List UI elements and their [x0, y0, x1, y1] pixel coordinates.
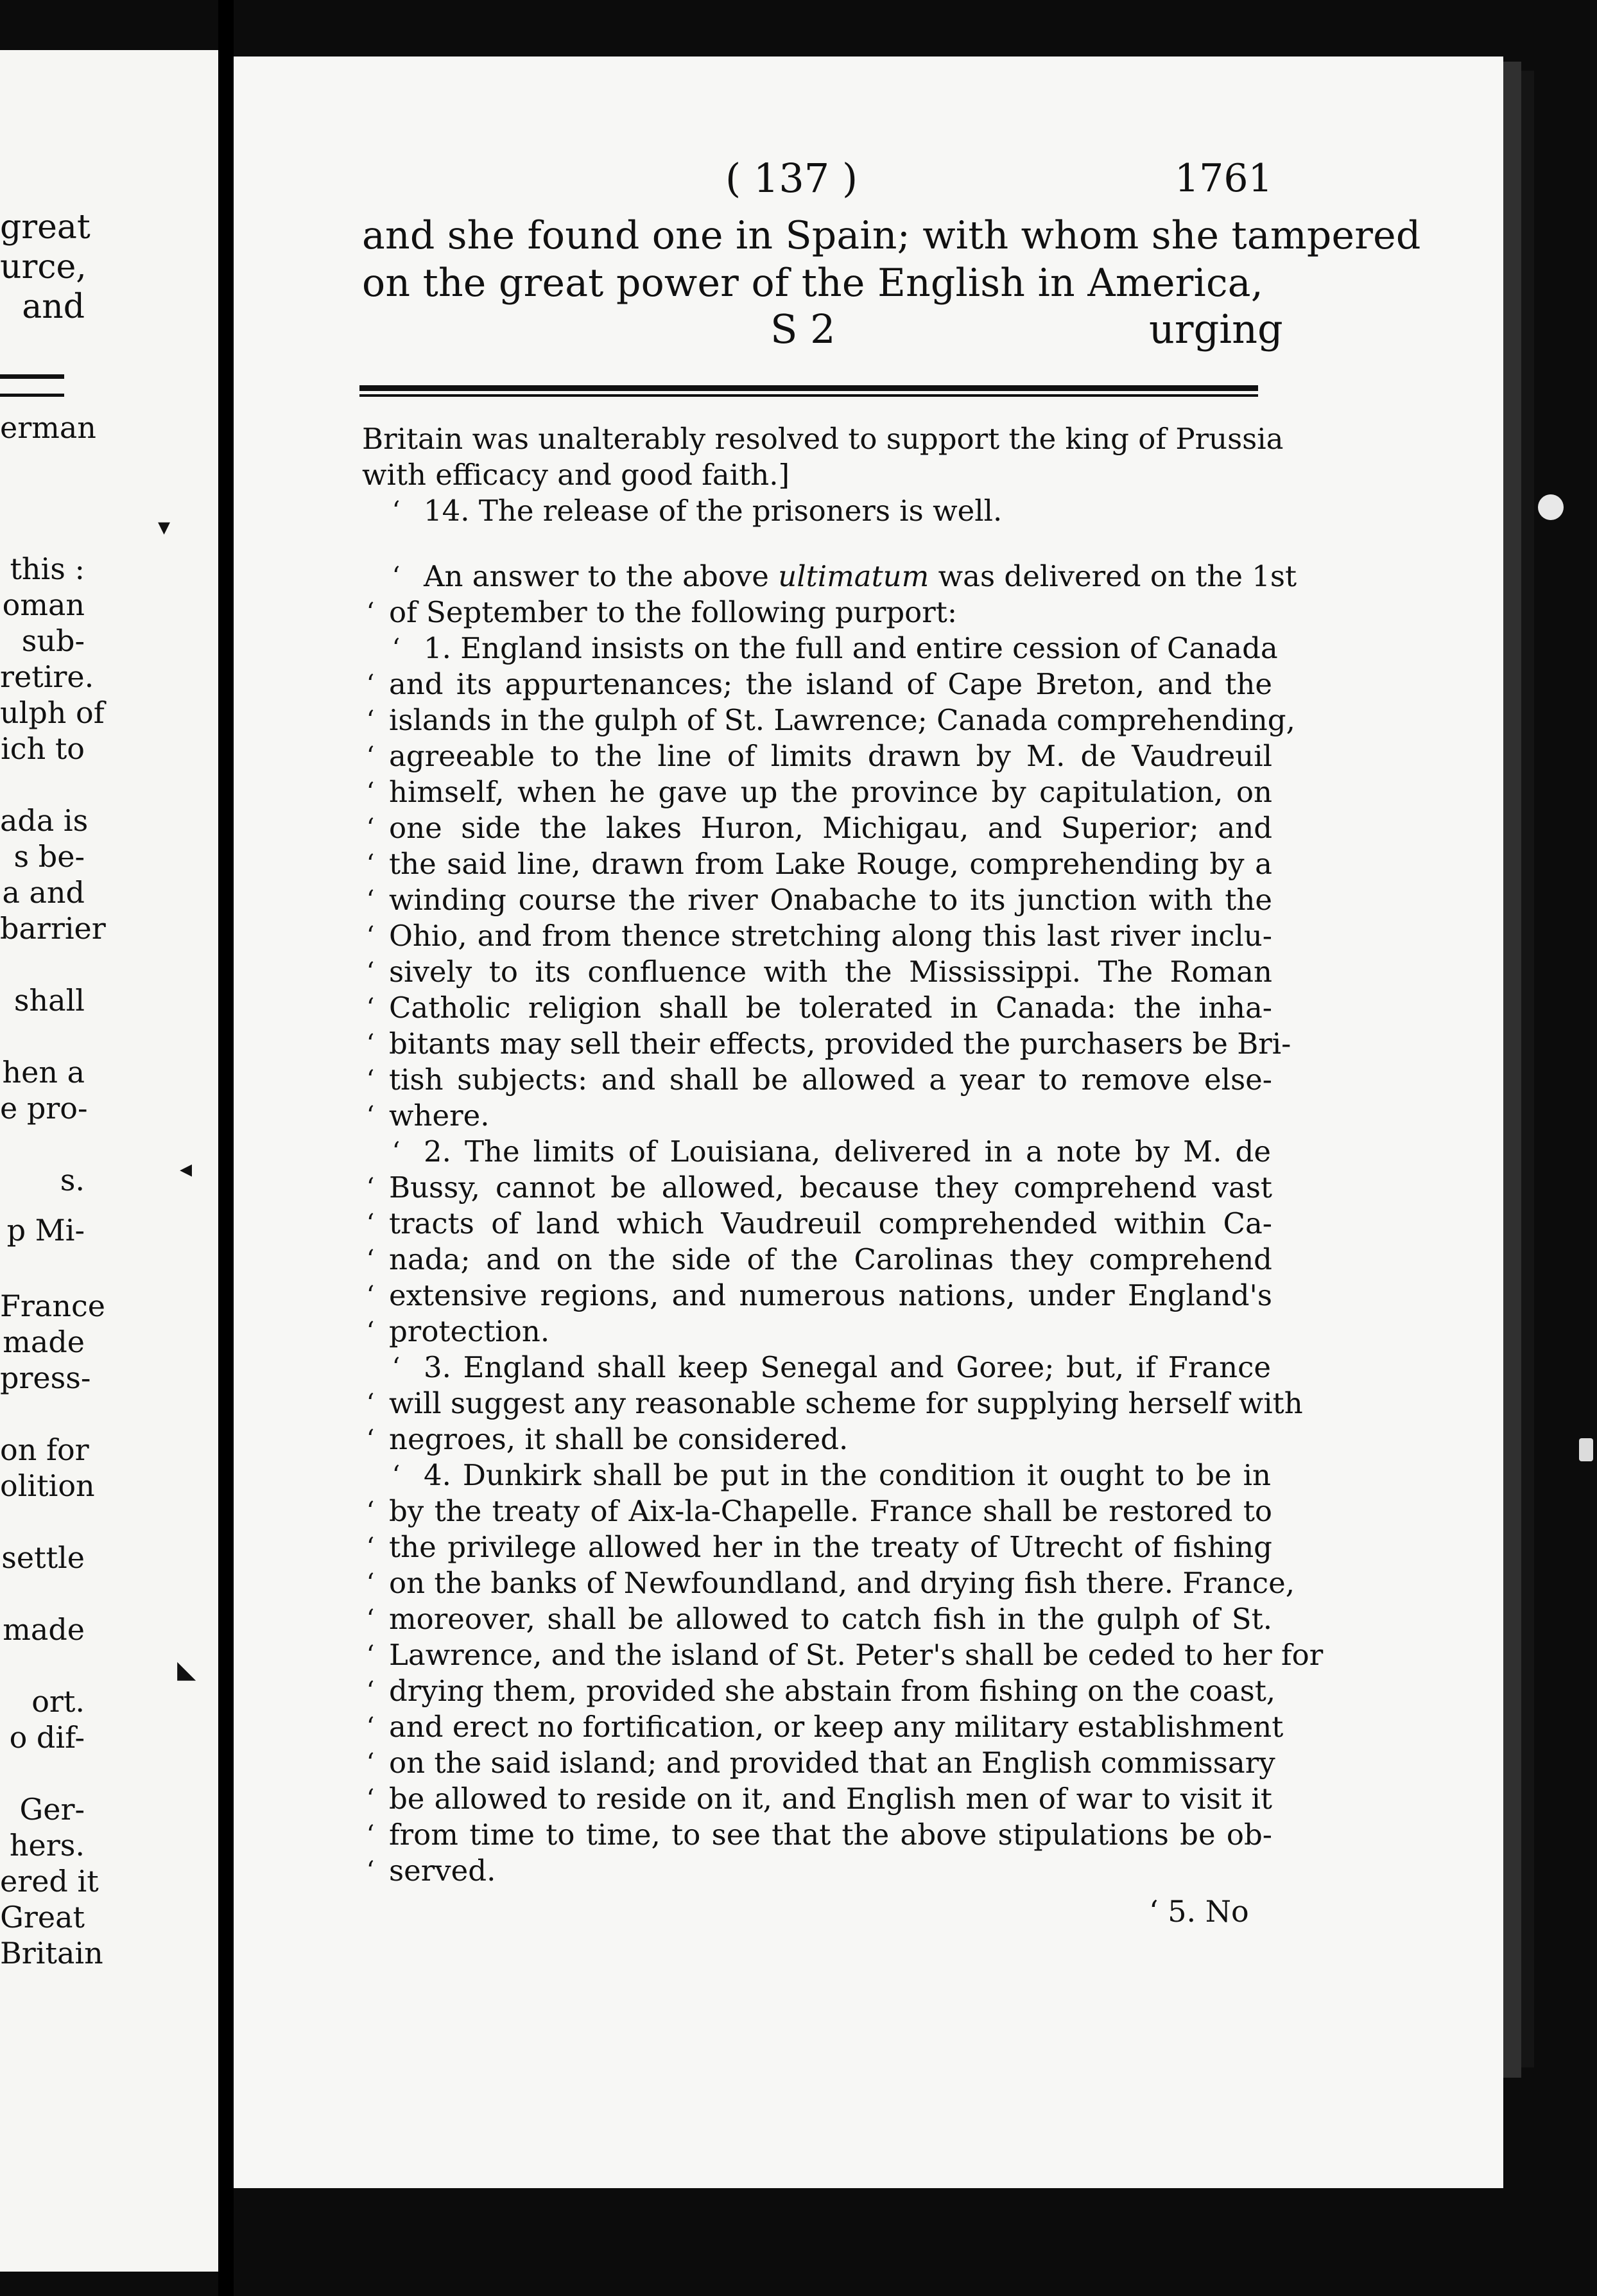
text-line: one side the lakes Huron, Michigau, and Superior; and: [389, 811, 1272, 845]
quote-mark: ‘: [366, 1281, 375, 1310]
left-fragment: s be-: [13, 839, 85, 874]
page-edge-shadow: [1503, 62, 1521, 2078]
text-line: [424, 559, 1297, 595]
ink-mark: ▾: [158, 512, 171, 541]
quote-mark: ‘: [366, 706, 375, 735]
text-line: moreover, shall be allowed to catch fish in the gulph of St.: [389, 1602, 1272, 1636]
text-segment: An answer to the above: [424, 559, 769, 593]
quote-mark: ‘: [392, 1461, 401, 1490]
left-fragment: shall: [13, 983, 85, 1018]
left-fragment: hen a: [2, 1055, 85, 1090]
ink-mark: ◣: [177, 1655, 196, 1683]
text-line: 1. England insists on the full and entire cession of Canada: [424, 631, 1278, 665]
text-line: Bussy, cannot be allowed, because they comprehend vast: [389, 1170, 1272, 1205]
left-fragment: this :: [10, 552, 85, 586]
text-line: drying them, provided she abstain from fishing on the coast,: [389, 1674, 1276, 1708]
left-fragment: a and: [2, 875, 85, 910]
left-page-rule: [0, 374, 64, 379]
left-fragment: on for: [0, 1432, 89, 1467]
quote-mark: ‘: [366, 957, 375, 987]
quote-mark: ‘: [366, 1101, 375, 1131]
quote-mark: ‘: [366, 742, 375, 771]
text-line: Catholic religion shall be tolerated in Canada: the inha-: [389, 991, 1272, 1025]
left-fragment: made: [3, 1612, 85, 1647]
text-line: the privilege allowed her in the treaty of Utrecht of fishing: [389, 1530, 1272, 1564]
header-rule: [359, 394, 1258, 397]
quote-mark: ‘: [366, 1569, 375, 1598]
left-fragment: urce,: [0, 248, 87, 286]
text-line: Ohio, and from thence stretching along this last river inclu-: [389, 919, 1272, 953]
text-line: on the banks of Newfoundland, and drying fish there. France,: [389, 1566, 1295, 1600]
text-line: be allowed to reside on it, and English men of war to visit it: [389, 1782, 1272, 1816]
quote-mark: ‘: [366, 1748, 375, 1778]
quote-mark: ‘: [366, 1425, 375, 1454]
quote-mark: ‘: [366, 1065, 375, 1095]
left-fragment: press-: [0, 1361, 91, 1395]
text-line: himself, when he gave up the province by capitulation, on: [389, 775, 1272, 809]
text-line: from time to time, to see that the above stipulations be ob-: [389, 1818, 1272, 1852]
left-fragment: and: [22, 288, 85, 326]
left-fragment: ich to: [1, 731, 85, 766]
quote-mark: ‘: [366, 921, 375, 951]
quote-mark: ‘: [366, 1820, 375, 1850]
quote-mark: ‘: [366, 993, 375, 1023]
header-rule: [359, 385, 1258, 391]
text-line: Lawrence, and the island of St. Peter's shall be ceded to her for: [389, 1638, 1324, 1672]
quote-mark: ‘: [366, 1605, 375, 1634]
text-line: islands in the gulph of St. Lawrence; Canada comprehending,: [389, 703, 1295, 737]
text-line: will suggest any reasonable scheme for supplying herself with: [389, 1386, 1303, 1420]
quote-mark: ‘: [366, 1676, 375, 1706]
left-fragment: Great: [0, 1900, 85, 1935]
left-fragment: great: [0, 208, 91, 247]
text-segment: was delivered on the 1st: [938, 559, 1297, 593]
text-line: tracts of land which Vaudreuil comprehended within Ca-: [389, 1206, 1272, 1240]
quote-mark: ‘: [392, 562, 401, 591]
quote-mark: ‘: [366, 1317, 375, 1346]
left-page-rule: [0, 394, 64, 397]
text-line: 14. The release of the prisoners is well.: [424, 494, 1003, 528]
quote-mark: ‘: [366, 1712, 375, 1742]
left-fragment: retire.: [0, 659, 94, 694]
text-line: negroes, it shall be considered.: [389, 1422, 849, 1456]
quote-mark: ‘: [366, 670, 375, 699]
quote-mark: ‘: [366, 1245, 375, 1274]
text-line: and its appurtenances; the island of Cape Breton, and the: [389, 667, 1272, 701]
quote-mark: ‘: [366, 1029, 375, 1059]
left-fragment: ered it: [0, 1864, 99, 1899]
text-line: on the said island; and provided that an English commissary: [389, 1746, 1275, 1780]
text-line: and erect no fortification, or keep any military establishment: [389, 1710, 1284, 1744]
quote-mark: ‘: [392, 634, 401, 663]
text-line: winding course the river Onabache to its junction with the: [389, 883, 1272, 917]
quote-mark: ‘: [366, 778, 375, 807]
left-fragment: Ger-: [19, 1792, 85, 1827]
quote-mark: ‘: [392, 1353, 401, 1382]
scan-speck: [1579, 1438, 1593, 1461]
page-year: 1761: [1175, 156, 1273, 201]
text-line: 3. England shall keep Senegal and Goree; but, if France: [424, 1350, 1271, 1384]
quote-mark: ‘: [366, 813, 375, 843]
quote-mark: ‘: [366, 1856, 375, 1886]
quote-mark: ‘: [366, 885, 375, 915]
left-fragment: ort.: [31, 1684, 85, 1719]
text-line: 4. Dunkirk shall be put in the condition it ought to be in: [424, 1458, 1271, 1492]
page-number: ( 137 ): [725, 155, 858, 202]
left-fragment: erman: [0, 410, 96, 445]
text-line: extensive regions, and numerous nations, under England's: [389, 1278, 1272, 1312]
running-text-line: on the great power of the English in America,: [362, 261, 1263, 306]
left-fragment: barrier: [0, 911, 106, 946]
quote-mark: ‘: [366, 1497, 375, 1526]
left-fragment: oman: [2, 587, 85, 622]
text-segment-italic: ultimatum: [778, 559, 929, 593]
left-fragment: p Mi-: [6, 1213, 85, 1248]
left-fragment: France: [0, 1289, 105, 1323]
text-line: 2. The limits of Louisiana, delivered in a note by M. de: [424, 1135, 1271, 1169]
text-line: with efficacy and good faith.]: [362, 458, 790, 492]
text-line: sively to its confluence with the Mississippi. The Roman: [389, 955, 1272, 989]
text-line: by the treaty of Aix-la-Chapelle. France shall be restored to: [389, 1494, 1272, 1528]
text-line: of September to the following purport:: [389, 595, 958, 629]
left-fragment: sub-: [21, 623, 85, 658]
text-line: nada; and on the side of the Carolinas they comprehend: [389, 1242, 1272, 1276]
quote-mark: ‘: [366, 1389, 375, 1418]
left-fragment: e pro-: [0, 1091, 88, 1126]
text-line: bitants may sell their effects, provided the purchasers be Bri-: [389, 1027, 1291, 1061]
text-line: the said line, drawn from Lake Rouge, comprehending by a: [389, 847, 1272, 881]
page-edge-shadow: [1521, 71, 1534, 2067]
quote-mark: ‘: [366, 1533, 375, 1562]
scan-speck: [1538, 494, 1564, 520]
signature-mark: S 2: [770, 306, 836, 352]
left-fragment: o dif-: [9, 1720, 85, 1755]
quote-mark: ‘: [366, 1209, 375, 1239]
left-fragment: Britain: [0, 1936, 103, 1970]
text-line: served.: [389, 1854, 496, 1888]
quote-mark: ‘: [366, 1784, 375, 1814]
text-line: where.: [389, 1099, 490, 1133]
running-text-line: and she found one in Spain; with whom she tampered: [362, 213, 1421, 258]
book-gutter: [218, 0, 234, 2296]
catchword-bottom: ‘ 5. No: [1149, 1894, 1249, 1929]
left-fragment: olition: [0, 1468, 95, 1503]
quote-mark: ‘: [366, 1173, 375, 1203]
catchword: urging: [1149, 306, 1283, 352]
left-fragment: ulph of: [0, 695, 105, 730]
left-fragment: ada is: [0, 803, 89, 838]
left-facing-page: [0, 50, 221, 2272]
text-line: Britain was unalterably resolved to support the king of Prussia: [362, 422, 1284, 456]
quote-mark: ‘: [392, 496, 401, 526]
left-fragment: hers.: [9, 1828, 85, 1863]
quote-mark: ‘: [366, 849, 375, 879]
quote-mark: ‘: [366, 598, 375, 627]
left-fragment: settle: [1, 1540, 85, 1575]
ink-mark: ◂: [180, 1154, 193, 1183]
text-line: protection.: [389, 1314, 550, 1348]
text-line: tish subjects: and shall be allowed a year to remove else-: [389, 1063, 1272, 1097]
quote-mark: ‘: [392, 1137, 401, 1167]
left-fragment: made: [3, 1325, 85, 1359]
text-line: agreeable to the line of limits drawn by M. de Vaudreuil: [389, 739, 1272, 773]
left-fragment: s.: [60, 1163, 85, 1197]
quote-mark: ‘: [366, 1640, 375, 1670]
